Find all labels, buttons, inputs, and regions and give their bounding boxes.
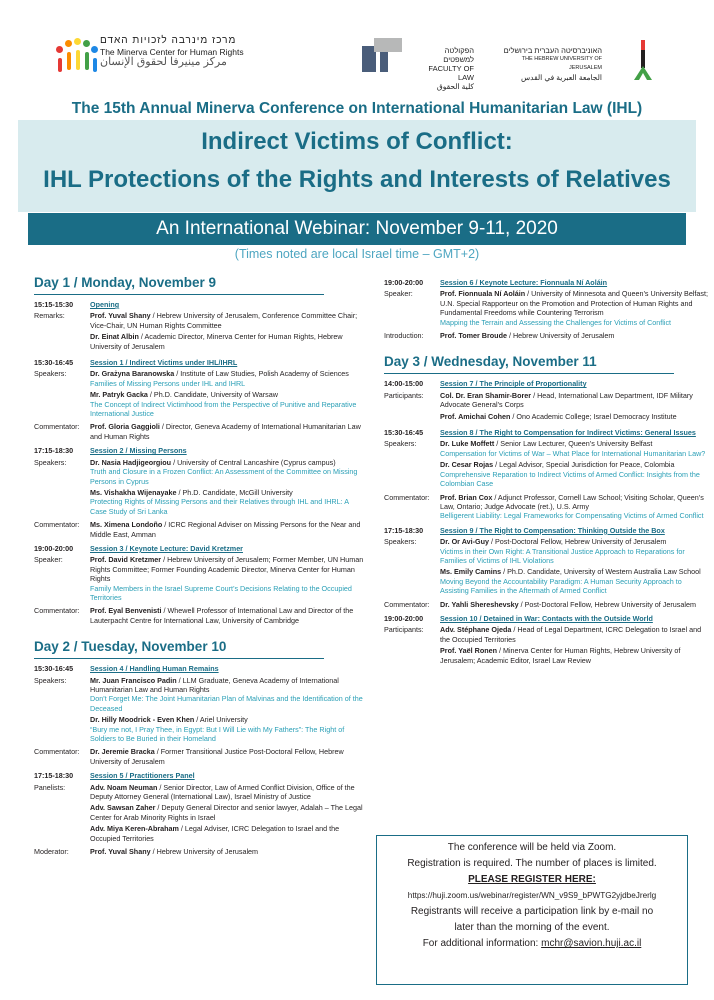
commentator-row xyxy=(34,606,364,625)
session-3 xyxy=(34,544,364,553)
participant-affiliation: / Legal Advisor, Special Jurisdiction for Peace, Colombia xyxy=(493,460,675,470)
participant-affiliation: / LLM Graduate, Geneva Academy of International Humanitarian Law and Human Rights xyxy=(90,675,339,694)
session-time: 17:15-18:30 xyxy=(384,525,424,535)
participant xyxy=(90,824,364,843)
row-label: Commentator: xyxy=(384,599,430,609)
participant-affiliation: / Academic Director, Minerva Center for Human Rights, Hebrew University of Jerusalem xyxy=(90,332,343,351)
session-1 xyxy=(34,358,364,367)
session-title[interactable]: Session 6 / Keynote Lecture: Fionnuala Ní Aoláin xyxy=(440,278,608,287)
webinar-banner: An International Webinar: November 9-11, 2020 xyxy=(28,213,686,245)
session-time: 19:00-20:00 xyxy=(384,278,424,287)
participant-name: Adv. Sawsan Zaher xyxy=(90,803,156,813)
participant-name: Mr. Juan Francisco Padin xyxy=(90,675,177,685)
session-9 xyxy=(384,526,710,535)
paper-title: “Bury me not, I Pray Thee, in Egypt: But I Will Lie with My Fathers”: The Right of Soldiers to Be Buried in their Homeland xyxy=(90,724,345,744)
huji-hebrew: האוניברסיטה העברית בירושלים xyxy=(503,46,602,55)
commentator-row xyxy=(34,422,364,441)
title-line-1: Indirect Victims of Conflict: xyxy=(201,128,513,155)
contact-label: For additional information: xyxy=(422,938,542,949)
row-label: Remarks: xyxy=(34,311,65,321)
university-logos xyxy=(362,38,662,91)
participant xyxy=(90,676,364,714)
row-label: Speakers: xyxy=(34,675,67,685)
paper-title: Belligerent Liability: Legal Frameworks for Compensating Victims of Armed Conflict xyxy=(440,511,704,521)
participant-affiliation: / ICRC Regional Adviser on Missing Persons for the Near and Middle East, Amman xyxy=(90,520,361,539)
session-row xyxy=(34,555,364,604)
session-10 xyxy=(384,614,710,623)
minerva-arabic: مركز مينيرفا لحقوق الإنسان xyxy=(100,56,227,68)
right-column xyxy=(384,278,710,667)
participant xyxy=(90,332,364,351)
commentator-row xyxy=(34,747,364,766)
session-opening xyxy=(34,300,364,309)
paper-title: The Concept of Indirect Victimhood from the Perspective of Punitive and Reparative International Justice xyxy=(90,399,357,419)
participant xyxy=(90,458,364,486)
session-row xyxy=(34,676,364,746)
participant-name: Prof. Tomer Broude xyxy=(440,331,507,341)
law-english: FACULTY OF LAW xyxy=(428,64,474,82)
paper-title: Mapping the Terrain and Assessing the Challenges for Victims of Conflict xyxy=(440,317,672,327)
participant-affiliation: / Former Transitional Justice Post-Doctoral Fellow, Hebrew University of Jerusalem xyxy=(90,747,344,766)
paper-title: Comprehensive Reparation to Indirect Victims of Armed Conflict: Insights from the Colombian Case xyxy=(440,469,700,489)
session-time: 15:30-16:45 xyxy=(34,664,74,674)
row-label: Speakers: xyxy=(384,439,417,449)
session-row xyxy=(34,783,364,845)
row-label: Moderator: xyxy=(34,847,69,857)
minerva-hebrew: מרכז מינרבה לזכויות האדם xyxy=(100,35,237,46)
participant-name: Prof. David Kretzmer xyxy=(90,555,162,565)
session-time: 15:30-16:45 xyxy=(384,428,424,438)
participant-name: Adv. Miya Keren-Abraham xyxy=(90,824,179,834)
session-title[interactable]: Session 10 / Detained in War: Contacts with the Outside World xyxy=(440,613,653,623)
law-arabic: كلية الحقوق xyxy=(436,82,474,91)
session-row xyxy=(384,537,710,597)
participant xyxy=(90,311,364,330)
participant-name: Dr. Cesar Rojas xyxy=(440,460,494,470)
participant-affiliation: / Post-Doctoral Fellow, Hebrew University of Jerusalem xyxy=(489,537,667,547)
participant xyxy=(90,369,364,388)
paper-title: Don’t Forget Me: The Joint Humanitarian Plan of Malvinas and the Identification of the Deceased xyxy=(90,694,363,713)
participant-name: Col. Dr. Eran Shamir-Borer xyxy=(440,390,532,400)
left-column xyxy=(34,275,364,857)
participant xyxy=(440,460,710,488)
participant-name: Prof. Brian Cox xyxy=(440,492,493,502)
session-5 xyxy=(34,771,364,780)
session-title[interactable]: Session 5 / Practitioners Panel xyxy=(90,771,195,781)
participant-name: Dr. Yahli Shereshevsky xyxy=(440,599,519,609)
participant-affiliation: / Hebrew University of Jerusalem xyxy=(506,331,615,341)
session-title[interactable]: Session 7 / The Principle of Proportionality xyxy=(440,379,587,389)
participant-name: Prof. Amichai Cohen xyxy=(440,411,511,421)
participant-affiliation: / Director, Geneva Academy of International Humanitarian Law and Human Rights xyxy=(90,422,361,441)
participant-affiliation: / Legal Adviser, ICRC Delegation to Israel and the Occupied Territories xyxy=(90,824,340,843)
paper-title: Families of Missing Persons under IHL and IHRL xyxy=(90,378,246,388)
row-label: Commentator: xyxy=(384,492,430,502)
session-row xyxy=(34,311,364,353)
paper-title: Moving Beyond the Accountability Paradigm: A Human Security Approach to Assisting Families in the Aftermath of Armed Conflict xyxy=(440,576,682,596)
participant-name: Dr. Grażyna Baranowska xyxy=(90,369,175,379)
participant-name: Prof. Yuval Shany xyxy=(90,311,151,321)
participant-affiliation: / Head of Legal Department, ICRC Delegation to Israel and the Occupied Territories xyxy=(440,625,702,644)
participant-name: Ms. Vishakha Wijenayake xyxy=(90,487,177,497)
session-row xyxy=(34,458,364,518)
participant-name: Ms. Emily Camins xyxy=(440,567,502,577)
session-title[interactable]: Session 9 / The Right to Compensation: Thinking Outside the Box xyxy=(440,525,665,535)
title-box xyxy=(18,120,696,212)
participant-name: Dr. Hilly Moodrick - Even Khen xyxy=(90,715,195,725)
participant-affiliation: / Ph.D. Candidate, University of Warsaw xyxy=(147,390,278,400)
row-label: Commentator: xyxy=(34,520,80,530)
registration-required: Registration is required. The number of places is limited. xyxy=(407,858,657,869)
commentator-row xyxy=(34,520,364,539)
session-title[interactable]: Opening xyxy=(90,300,120,309)
participant xyxy=(440,289,710,327)
session-title[interactable]: Session 2 / Missing Persons xyxy=(90,446,187,456)
session-row xyxy=(384,625,710,667)
participant xyxy=(90,390,364,418)
row-label: Introduction: xyxy=(384,331,424,341)
row-label: Speaker: xyxy=(384,289,413,299)
participant xyxy=(440,567,710,595)
registration-box xyxy=(376,835,688,985)
participant-affiliation: / Ariel University xyxy=(194,715,248,725)
participant-affiliation: / Institute of Law Studies, Polish Academy of Sciences xyxy=(174,369,349,379)
contact-line xyxy=(377,936,687,952)
participant xyxy=(90,555,364,602)
paper-title: Victims in their Own Right: A Transitional Justice Approach to Reparations for Families of Victims of IHL Violations xyxy=(440,546,685,565)
session-time: 17:15-18:30 xyxy=(34,771,74,781)
session-title[interactable]: Session 8 / The Right to Compensation for Indirect Victims: General Issues xyxy=(440,428,696,438)
row-label: Speakers: xyxy=(34,369,67,379)
session-time: 17:15-18:30 xyxy=(34,446,74,456)
participant-name: Adv. Stéphane Ojeda xyxy=(440,625,512,635)
paper-title: Protecting Rights of Missing Persons and their Relatives through IHL and IHRL: A Case Study of Sri Lanka xyxy=(90,497,349,516)
huji-emblem-icon xyxy=(632,40,654,80)
session-time: 14:00-15:00 xyxy=(384,379,424,389)
faculty-building-icon xyxy=(362,38,404,72)
moderator-row xyxy=(34,847,364,856)
minerva-logo xyxy=(52,36,272,96)
participant-affiliation: / Adjunct Professor, Cornell Law School; Visiting Scholar, Queen’s Law, Ontario; Judge Advocate (ret.), U.S. Army xyxy=(440,492,704,511)
participant xyxy=(90,803,364,822)
session-2 xyxy=(34,446,364,455)
participant-name: Prof. Gloria Gaggioli xyxy=(90,422,160,432)
participant-name: Dr. Einat Albin xyxy=(90,332,139,342)
register-heading: PLEASE REGISTER HERE: xyxy=(468,874,596,885)
row-label: Speakers: xyxy=(384,537,417,547)
link-note-2: later than the morning of the event. xyxy=(454,922,610,933)
session-title[interactable]: Session 3 / Keynote Lecture: David Kretzmer xyxy=(90,543,243,553)
session-time: 15:15-15:30 xyxy=(34,300,74,309)
participant-name: Prof. Eyal Benvenisti xyxy=(90,606,162,616)
row-label: Speaker: xyxy=(34,555,63,565)
day2-heading: Day 2 / Tuesday, November 10 xyxy=(34,639,324,659)
registration-link[interactable]: https://huji.zoom.us/webinar/register/WN_v9S9_bPWTG2yjdbeJrerlg xyxy=(407,891,657,900)
participant-name: Prof. Fionnuala Ní Aoláin xyxy=(440,289,526,299)
participant-affiliation: / Head, International Law Department, IDF Military Advocate General’s Corps xyxy=(440,390,693,410)
title-line-2: IHL Protections of the Rights and Interests of Relatives xyxy=(43,166,671,193)
link-note-1: Registrants will receive a participation link by e-mail no xyxy=(410,906,654,917)
session-4 xyxy=(34,664,364,673)
participant xyxy=(440,391,710,410)
participant-name: Prof. Yaël Ronen xyxy=(440,646,497,656)
session-row xyxy=(384,289,710,329)
header-logos xyxy=(0,0,714,95)
participant-affiliation: / Ono Academic College; Israel Democracy Institute xyxy=(510,411,677,421)
session-title[interactable]: Session 4 / Handling Human Remains xyxy=(90,664,219,674)
participant xyxy=(440,439,710,458)
participant-name: Mr. Patryk Gacka xyxy=(90,390,148,400)
session-time: 19:00-20:00 xyxy=(34,543,74,553)
law-hebrew: הפקולטה למשפטים xyxy=(443,46,474,64)
row-label: Participants: xyxy=(384,390,424,400)
huji-english: THE HEBREW UNIVERSITY OF JERUSALEM xyxy=(521,56,602,71)
participant-affiliation: / University of Minnesota and Queen’s University Belfast; U.N. Special Rapporteur on the Promotion and Protection of Human Rights and Fundamental Freedoms while Countering Terrorism xyxy=(440,289,709,318)
session-row xyxy=(34,369,364,420)
session-row xyxy=(384,439,710,490)
participant-affiliation: / Minerva Center for Human Rights, Hebrew University of Jerusalem; Academic Editor, Israel Law Review xyxy=(440,646,681,665)
participant xyxy=(90,488,364,516)
participant xyxy=(440,537,710,565)
participant-affiliation: / Whewell Professor of International Law and Director of the Lauterpacht Centre for International Law, University of Cambridge xyxy=(90,606,354,625)
participant xyxy=(90,783,364,802)
session-row xyxy=(384,391,710,423)
day1-heading: Day 1 / Monday, November 9 xyxy=(34,275,324,295)
row-label: Panelists: xyxy=(34,782,66,792)
row-label: Commentator: xyxy=(34,606,80,616)
commentator-row xyxy=(384,600,710,609)
times-note: (Times noted are local Israel time – GMT+2) xyxy=(234,247,480,261)
participant-name: Dr. Or Avi-Guy xyxy=(440,537,489,547)
introduction-row xyxy=(384,331,710,340)
participant-name: Dr. Luke Moffett xyxy=(440,439,495,449)
contact-email-link[interactable]: mchr@savion.huji.ac.il xyxy=(541,938,642,949)
participant-name: Prof. Yuval Shany xyxy=(90,847,151,857)
session-time: 19:00-20:00 xyxy=(384,613,424,623)
row-label: Participants: xyxy=(384,625,424,635)
participant-affiliation: / Hebrew University of Jerusalem, Conference Committee Chair; Vice-Chair, UN Human Rights Committee xyxy=(90,311,358,330)
participant-affiliation: / Hebrew University of Jerusalem; Former Member, UN Human Rights Committee; Former Founding Academic Director, Minerva Center for Human Rights xyxy=(90,555,364,584)
participant-name: Ms. Ximena Londoño xyxy=(90,520,163,530)
conference-subtitle: The 15th Annual Minerva Conference on International Humanitarian Law (IHL) xyxy=(71,100,643,117)
participant-name: Adv. Noam Neuman xyxy=(90,782,158,792)
session-8 xyxy=(384,428,710,437)
participant xyxy=(440,646,710,665)
participant-affiliation: / University of Central Lancashire (Cyprus campus) xyxy=(171,457,336,467)
participant-affiliation: / Ph.D. Candidate, University of Western Australia Law School xyxy=(501,567,701,577)
paper-title: Family Members in the Israel Supreme Court’s Decisions Relating to the Occupied Territories xyxy=(90,583,352,602)
session-6 xyxy=(384,278,710,287)
row-label: Commentator: xyxy=(34,747,80,757)
paper-title: Compensation for Victims of War – What Place for International Humanitarian Law? xyxy=(440,448,706,458)
participant-affiliation: / Hebrew University of Jerusalem xyxy=(150,847,259,857)
commentator-row xyxy=(384,493,710,521)
participant xyxy=(90,715,364,743)
participant-affiliation: / Ph.D. Candidate, McGill University xyxy=(176,487,293,497)
session-7 xyxy=(384,379,710,388)
paper-title: Truth and Closure in a Frozen Conflict: An Assessment of the Committee on Missing Persons in Cyprus xyxy=(90,467,358,486)
session-time: 15:30-16:45 xyxy=(34,358,74,368)
session-title[interactable]: Session 1 / Indirect Victims under IHL/IHRL xyxy=(90,358,238,368)
participant-affiliation: / Deputy General Director and senior lawyer, Adalah – The Legal Center for Arab Minority Rights in Israel xyxy=(90,803,363,822)
participant xyxy=(440,625,710,644)
zoom-note: The conference will be held via Zoom. xyxy=(447,842,617,853)
huji-arabic: الجامعة العبرية في القدس xyxy=(521,73,602,82)
day3-heading: Day 3 / Wednesday, November 11 xyxy=(384,354,674,374)
row-label: Speakers: xyxy=(34,457,67,467)
row-label: Commentator: xyxy=(34,422,80,432)
participant-affiliation: / Post-Doctoral Fellow, Hebrew University of Jerusalem xyxy=(518,599,696,609)
minerva-english: The Minerva Center for Human Rights xyxy=(100,46,244,57)
participant-affiliation: / Senior Director, Law of Armed Conflict Division, Office of the Deputy Attorney General (International Law), Israel Ministry of Justice xyxy=(90,782,355,802)
participant xyxy=(440,412,710,421)
participant-affiliation: / Senior Law Lecturer, Queen’s University Belfast xyxy=(494,439,653,449)
participant-name: Dr. Nasia Hadjigeorgiou xyxy=(90,457,172,467)
participant-name: Dr. Jeremie Bracka xyxy=(90,747,155,757)
